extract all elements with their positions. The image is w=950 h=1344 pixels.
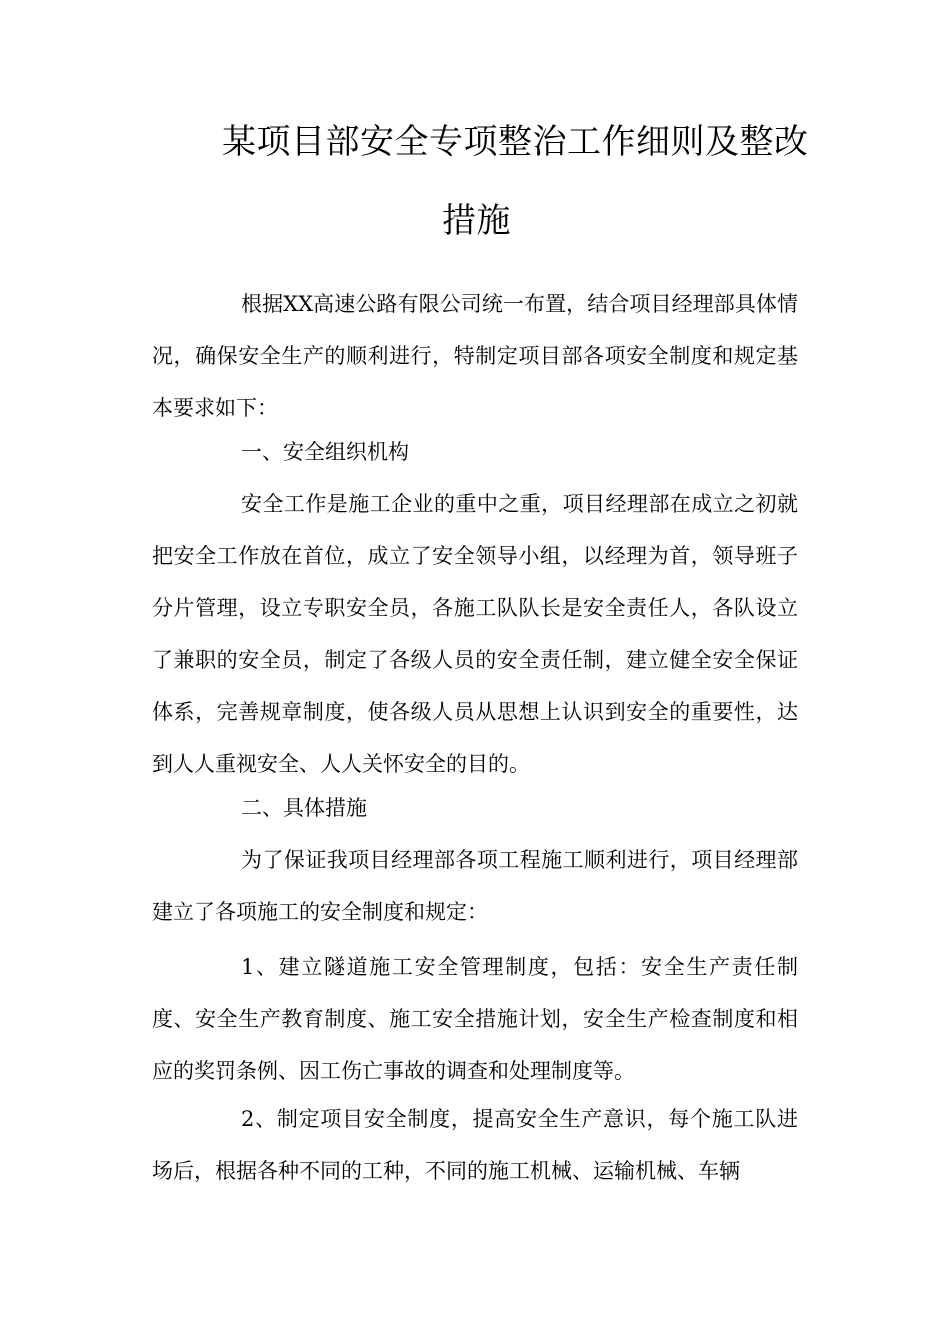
measure-item-2: 2、制定项目安全制度，提高安全生产意识，每个施工队进场后，根据各种不同的工种，不同的施工机械、运输机械、车辆: [152, 1107, 798, 1183]
section-2-heading: 二、具体措施: [241, 796, 367, 820]
section-1-heading: 一、安全组织机构: [241, 440, 409, 464]
document-title-line-1: 某项目部安全专项整治工作细则及整改: [222, 122, 809, 162]
section-2-intro-paragraph: 为了保证我项目经理部各项工程施工顺利进行，项目经理部建立了各项施工的安全制度和规定：: [152, 848, 798, 924]
measure-item-1: 1、建立隧道施工安全管理制度，包括：安全生产责任制度、安全生产教育制度、施工安全措施计划，安全生产检查制度和相应的奖罚条例、因工伤亡事故的调查和处理制度等。: [152, 955, 798, 1083]
section-1-paragraph: 安全工作是施工企业的重中之重，项目经理部在成立之初就把安全工作放在首位，成立了安全领导小组，以经理为首，领导班子分片管理，设立专职安全员，各施工队队长是安全责任人，各队设立了兼职的安全员，制定了各级人员的安全责任制，建立健全安全保证体系，完善规章制度，使各级人员从思想上认识到安全的重要性，达到人人重视安全、人人关怀安全的目的。: [152, 492, 798, 776]
intro-paragraph: 根据XX高速公路有限公司统一布置，结合项目经理部具体情况，确保安全生产的顺利进行，特制定项目部各项安全制度和规定基本要求如下：: [152, 292, 798, 420]
document-title-line-2: 措施: [442, 201, 511, 241]
